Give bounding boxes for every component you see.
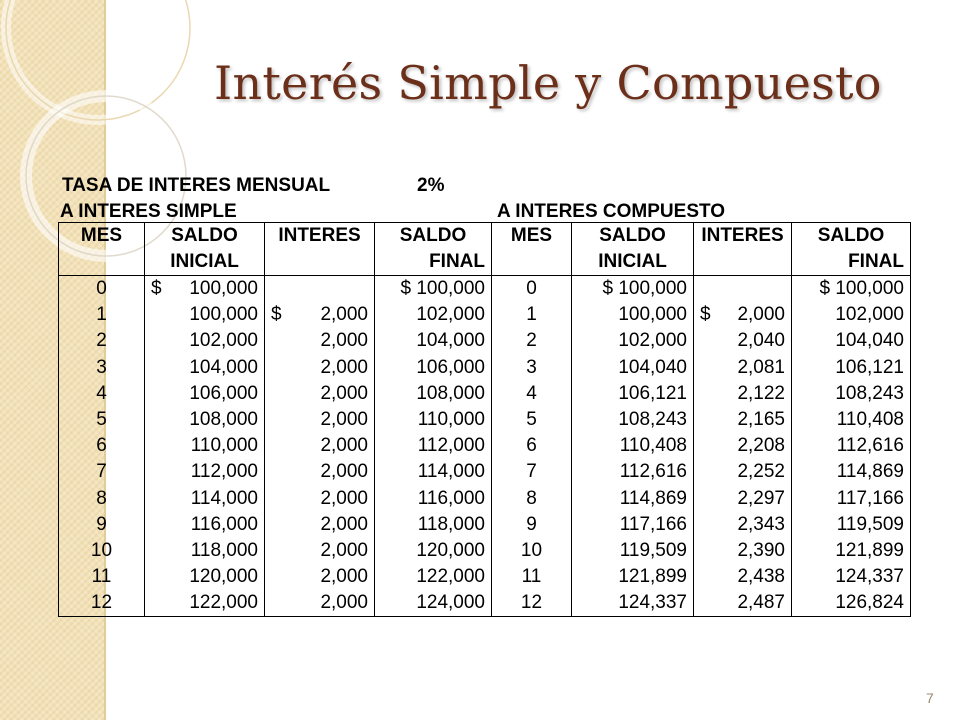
cell-saldo-inicial-simple bbox=[145, 276, 265, 303]
cell-saldo-inicial-compuesto: 104,040 bbox=[572, 355, 694, 381]
cell-saldo-inicial-simple bbox=[145, 538, 265, 564]
table-row bbox=[59, 590, 911, 617]
cell-saldo-final-compuesto: 114,869 bbox=[792, 459, 911, 485]
amount-value: 2,000 bbox=[320, 409, 368, 431]
header-blank bbox=[694, 249, 792, 276]
cell-saldo-final-simple: 106,000 bbox=[375, 355, 492, 381]
header-mes: MES bbox=[59, 223, 145, 250]
amount-value: 102,000 bbox=[189, 330, 258, 352]
cell-saldo-inicial-compuesto: $ 100,000 bbox=[572, 276, 694, 303]
header-final-simple: FINAL bbox=[375, 249, 492, 276]
currency-symbol: $ bbox=[700, 304, 711, 326]
cell-saldo-inicial-simple bbox=[145, 302, 265, 328]
amount-value: 2,297 bbox=[737, 487, 785, 509]
amount-value: 2,390 bbox=[737, 539, 785, 561]
cell-saldo-inicial-compuesto: 121,899 bbox=[572, 564, 694, 590]
cell-interes-compuesto bbox=[694, 538, 792, 564]
cell-mes: 0 bbox=[59, 276, 145, 303]
cell-interes-simple bbox=[265, 433, 375, 459]
cell-mes: 10 bbox=[59, 538, 145, 564]
header-final-compuesto: FINAL bbox=[792, 249, 911, 276]
table-row bbox=[59, 302, 911, 328]
cell-saldo-final-simple: 102,000 bbox=[375, 302, 492, 328]
table-row bbox=[59, 407, 911, 433]
cell-saldo-final-compuesto: 108,243 bbox=[792, 381, 911, 407]
table-row bbox=[59, 459, 911, 485]
cell-interes-compuesto bbox=[694, 328, 792, 354]
cell-mes: 5 bbox=[59, 407, 145, 433]
cell-saldo-final-simple: 104,000 bbox=[375, 328, 492, 354]
cell-saldo-inicial-compuesto: 112,616 bbox=[572, 459, 694, 485]
header-inicial-compuesto: INICIAL bbox=[572, 249, 694, 276]
cell-saldo-final-compuesto: 110,408 bbox=[792, 407, 911, 433]
cell-interes-compuesto bbox=[694, 564, 792, 590]
cell-saldo-final-compuesto: 112,616 bbox=[792, 433, 911, 459]
header-saldo-final-compuesto: SALDO bbox=[792, 223, 911, 250]
cell-interes-compuesto bbox=[694, 459, 792, 485]
cell-saldo-final-simple: 116,000 bbox=[375, 486, 492, 512]
cell-mes-compuesto: 6 bbox=[492, 433, 572, 459]
amount-value: 100,000 bbox=[189, 304, 258, 326]
cell-saldo-final-compuesto: 126,824 bbox=[792, 590, 911, 617]
amount-value: 2,000 bbox=[320, 513, 368, 535]
header-interes-compuesto: INTERES bbox=[694, 223, 792, 250]
simple-interest-label: A INTERES SIMPLE bbox=[60, 201, 237, 222]
header-saldo-inicial-simple: SALDO bbox=[145, 223, 265, 250]
cell-interes-compuesto bbox=[694, 486, 792, 512]
cell-mes-compuesto: 8 bbox=[492, 486, 572, 512]
amount-value: 2,000 bbox=[737, 304, 785, 326]
cell-mes: 6 bbox=[59, 433, 145, 459]
cell-saldo-final-simple: 122,000 bbox=[375, 564, 492, 590]
table-row bbox=[59, 355, 911, 381]
amount-value: 2,122 bbox=[737, 382, 785, 404]
header-mes-compuesto: MES bbox=[492, 223, 572, 250]
cell-saldo-inicial-simple bbox=[145, 512, 265, 538]
cell-mes: 3 bbox=[59, 355, 145, 381]
header-blank bbox=[265, 249, 375, 276]
cell-mes: 2 bbox=[59, 328, 145, 354]
table-row bbox=[59, 564, 911, 590]
cell-mes-compuesto: 11 bbox=[492, 564, 572, 590]
rate-label: TASA DE INTERES MENSUAL bbox=[62, 175, 331, 196]
amount-value: 108,000 bbox=[189, 409, 258, 431]
cell-saldo-final-compuesto: 106,121 bbox=[792, 355, 911, 381]
cell-saldo-final-simple: 114,000 bbox=[375, 459, 492, 485]
cell-mes-compuesto: 2 bbox=[492, 328, 572, 354]
cell-interes-simple bbox=[265, 355, 375, 381]
header-inicial-simple: INICIAL bbox=[145, 249, 265, 276]
cell-mes-compuesto: 3 bbox=[492, 355, 572, 381]
cell-mes: 7 bbox=[59, 459, 145, 485]
cell-interes-simple bbox=[265, 407, 375, 433]
cell-saldo-inicial-simple bbox=[145, 564, 265, 590]
page-number: 7 bbox=[926, 690, 934, 706]
amount-value: 2,208 bbox=[737, 435, 785, 457]
cell-saldo-inicial-simple bbox=[145, 407, 265, 433]
cell-mes-compuesto: 1 bbox=[492, 302, 572, 328]
rate-value: 2% bbox=[417, 175, 445, 196]
header-saldo-final-simple: SALDO bbox=[375, 223, 492, 250]
cell-interes-compuesto bbox=[694, 381, 792, 407]
amount-value: 2,000 bbox=[320, 592, 368, 614]
table-row bbox=[59, 328, 911, 354]
cell-saldo-inicial-compuesto: 108,243 bbox=[572, 407, 694, 433]
cell-interes-simple bbox=[265, 564, 375, 590]
amount-value: 122,000 bbox=[189, 592, 258, 614]
amount-value: 2,040 bbox=[737, 330, 785, 352]
cell-interes-compuesto bbox=[694, 407, 792, 433]
cell-saldo-inicial-compuesto: 110,408 bbox=[572, 433, 694, 459]
cell-saldo-final-simple: $ 100,000 bbox=[375, 276, 492, 303]
cell-saldo-final-simple: 110,000 bbox=[375, 407, 492, 433]
amount-value: 100,000 bbox=[189, 278, 258, 300]
cell-saldo-final-compuesto: 117,166 bbox=[792, 486, 911, 512]
amount-value: 2,000 bbox=[320, 356, 368, 378]
cell-interes-compuesto bbox=[694, 433, 792, 459]
cell-mes-compuesto: 9 bbox=[492, 512, 572, 538]
cell-interes-simple bbox=[265, 302, 375, 328]
amount-value: 2,000 bbox=[320, 461, 368, 483]
cell-saldo-inicial-compuesto: 114,869 bbox=[572, 486, 694, 512]
amount-value: 2,000 bbox=[320, 539, 368, 561]
cell-interes-simple bbox=[265, 486, 375, 512]
cell-mes: 11 bbox=[59, 564, 145, 590]
cell-mes-compuesto: 4 bbox=[492, 381, 572, 407]
header-interes-simple: INTERES bbox=[265, 223, 375, 250]
compound-interest-label: A INTERES COMPUESTO bbox=[497, 201, 726, 222]
cell-mes-compuesto: 7 bbox=[492, 459, 572, 485]
cell-mes: 1 bbox=[59, 302, 145, 328]
cell-interes-simple bbox=[265, 512, 375, 538]
table-row bbox=[59, 538, 911, 564]
cell-saldo-inicial-compuesto: 100,000 bbox=[572, 302, 694, 328]
cell-saldo-final-simple: 118,000 bbox=[375, 512, 492, 538]
cell-saldo-inicial-simple bbox=[145, 381, 265, 407]
cell-saldo-inicial-simple bbox=[145, 590, 265, 617]
amount-value: 2,438 bbox=[737, 566, 785, 588]
amount-value: 2,000 bbox=[320, 435, 368, 457]
cell-saldo-final-simple: 124,000 bbox=[375, 590, 492, 617]
cell-saldo-inicial-simple bbox=[145, 328, 265, 354]
cell-mes-compuesto: 5 bbox=[492, 407, 572, 433]
amount-value: 2,000 bbox=[320, 330, 368, 352]
table-row bbox=[59, 276, 911, 303]
header-blank bbox=[59, 249, 145, 276]
cell-saldo-inicial-simple bbox=[145, 486, 265, 512]
cell-saldo-final-compuesto: 119,509 bbox=[792, 512, 911, 538]
cell-interes-simple bbox=[265, 459, 375, 485]
cell-interes-simple bbox=[265, 538, 375, 564]
amount-value: 2,000 bbox=[320, 304, 368, 326]
cell-interes-simple bbox=[265, 381, 375, 407]
cell-saldo-inicial-simple bbox=[145, 433, 265, 459]
table-row bbox=[59, 381, 911, 407]
table-body bbox=[59, 276, 911, 617]
cell-saldo-final-simple: 108,000 bbox=[375, 381, 492, 407]
amount-value: 104,000 bbox=[189, 356, 258, 378]
cell-saldo-inicial-compuesto: 117,166 bbox=[572, 512, 694, 538]
cell-interes-compuesto bbox=[694, 355, 792, 381]
cell-mes-compuesto: 12 bbox=[492, 590, 572, 617]
cell-interes-compuesto bbox=[694, 276, 792, 303]
amount-value: 114,000 bbox=[190, 487, 258, 509]
cell-interes-simple bbox=[265, 590, 375, 617]
amount-value: 2,252 bbox=[737, 461, 785, 483]
cell-saldo-final-simple: 120,000 bbox=[375, 538, 492, 564]
amount-value: 112,000 bbox=[190, 461, 258, 483]
cell-interes-compuesto bbox=[694, 302, 792, 328]
cell-mes: 12 bbox=[59, 590, 145, 617]
amount-value: 116,000 bbox=[190, 513, 258, 535]
cell-interes-compuesto bbox=[694, 512, 792, 538]
amount-value: 2,000 bbox=[320, 566, 368, 588]
header-saldo-inicial-compuesto: SALDO bbox=[572, 223, 694, 250]
header-row-1 bbox=[59, 223, 911, 250]
cell-saldo-final-compuesto: 121,899 bbox=[792, 538, 911, 564]
amount-value: 106,000 bbox=[189, 382, 258, 404]
amount-value: 2,000 bbox=[320, 487, 368, 509]
cell-saldo-inicial-simple bbox=[145, 459, 265, 485]
cell-saldo-final-compuesto: 104,040 bbox=[792, 328, 911, 354]
cell-saldo-final-compuesto: 124,337 bbox=[792, 564, 911, 590]
cell-saldo-final-compuesto: $ 100,000 bbox=[792, 276, 911, 303]
cell-saldo-inicial-compuesto: 124,337 bbox=[572, 590, 694, 617]
cell-mes: 4 bbox=[59, 381, 145, 407]
cell-saldo-inicial-compuesto: 102,000 bbox=[572, 328, 694, 354]
cell-saldo-inicial-simple bbox=[145, 355, 265, 381]
cell-mes-compuesto: 0 bbox=[492, 276, 572, 303]
amount-value: 2,343 bbox=[737, 513, 785, 535]
header-blank bbox=[492, 249, 572, 276]
amount-value: 2,165 bbox=[737, 409, 785, 431]
cell-mes-compuesto: 10 bbox=[492, 538, 572, 564]
amount-value: 118,000 bbox=[190, 539, 258, 561]
currency-symbol: $ bbox=[271, 304, 282, 326]
amount-value: 120,000 bbox=[189, 566, 258, 588]
interest-table bbox=[58, 222, 911, 617]
amount-value: 2,000 bbox=[320, 382, 368, 404]
table-row bbox=[59, 433, 911, 459]
cell-interes-simple bbox=[265, 328, 375, 354]
table-row bbox=[59, 486, 911, 512]
cell-saldo-inicial-compuesto: 106,121 bbox=[572, 381, 694, 407]
amount-value: 2,487 bbox=[737, 592, 785, 614]
currency-symbol: $ bbox=[151, 278, 162, 300]
cell-mes: 9 bbox=[59, 512, 145, 538]
table-row bbox=[59, 512, 911, 538]
cell-saldo-final-simple: 112,000 bbox=[375, 433, 492, 459]
cell-mes: 8 bbox=[59, 486, 145, 512]
header-row-2 bbox=[59, 249, 911, 276]
amount-value: 110,000 bbox=[190, 435, 258, 457]
cell-saldo-final-compuesto: 102,000 bbox=[792, 302, 911, 328]
amount-value: 2,081 bbox=[737, 356, 785, 378]
cell-saldo-inicial-compuesto: 119,509 bbox=[572, 538, 694, 564]
cell-interes-compuesto bbox=[694, 590, 792, 617]
slide-title: Interés Simple y Compuesto bbox=[214, 56, 882, 110]
cell-interes-simple bbox=[265, 276, 375, 303]
